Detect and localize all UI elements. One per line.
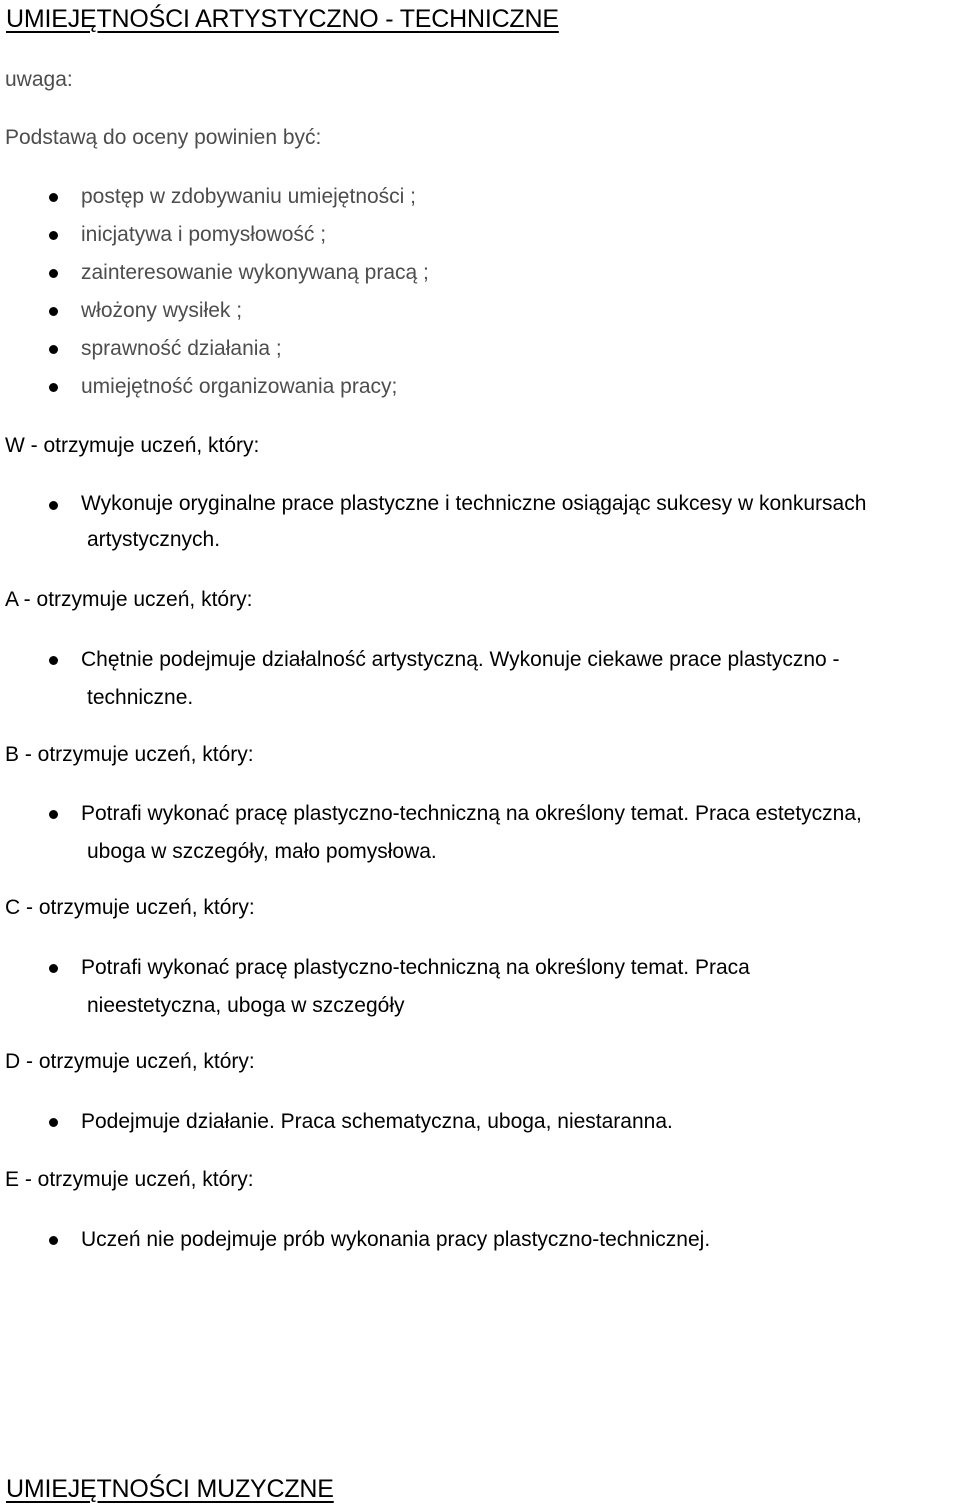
bullet-icon: [49, 656, 58, 665]
bullet-icon: [49, 1118, 58, 1127]
list-item: [0, 330, 960, 368]
list-item: [0, 949, 960, 1025]
bullet-icon: [49, 193, 58, 202]
bullet-icon: [49, 307, 58, 316]
list-item: [0, 1103, 960, 1141]
bullet-icon: [49, 383, 58, 392]
grade-b-label: B - otrzymuje uczeń, który:: [5, 743, 254, 766]
grade-d-list: [0, 1103, 960, 1141]
list-item: [0, 795, 960, 871]
list-item-text: sprawność działania ;: [81, 337, 282, 360]
list-item-text: Podejmuje działanie. Praca schematyczna, uboga, niestaranna.: [81, 1110, 673, 1133]
grade-b-list: [0, 795, 960, 871]
list-item-text: umiejętność organizowania pracy;: [81, 375, 398, 398]
bullet-icon: [49, 345, 58, 354]
grade-w-list: [0, 486, 960, 558]
grade-e-label: E - otrzymuje uczeń, który:: [5, 1168, 254, 1191]
grade-e-list: [0, 1221, 960, 1259]
basis-label: Podstawą do oceny powinien być:: [5, 126, 322, 149]
list-item-text: Potrafi wykonać pracę plastyczno-techniczną na określony temat. Praca estetyczna,: [81, 802, 862, 825]
grade-a-list: [0, 641, 960, 717]
bullet-icon: [49, 269, 58, 278]
bullet-icon: [49, 231, 58, 240]
note-label: uwaga:: [5, 68, 73, 91]
bullet-icon: [49, 501, 58, 510]
bullet-icon: [49, 1236, 58, 1245]
list-item: [0, 292, 960, 330]
list-item: [0, 641, 960, 717]
grade-a-label: A - otrzymuje uczeń, który:: [5, 588, 253, 611]
list-item-text: Potrafi wykonać pracę plastyczno-techniczną na określony temat. Praca: [81, 956, 750, 979]
list-item-text: Chętnie podejmuje działalność artystyczną. Wykonuje ciekawe prace plastyczno -: [81, 648, 840, 671]
list-item: [0, 368, 960, 406]
grade-c-label: C - otrzymuje uczeń, który:: [5, 896, 255, 919]
list-item-text-continued: artystycznych.: [87, 528, 221, 551]
bullet-icon: [49, 810, 58, 819]
list-item: [0, 178, 960, 216]
grade-c-list: [0, 949, 960, 1025]
list-item: [0, 254, 960, 292]
list-item-text-continued: techniczne.: [87, 686, 194, 709]
basis-list: [0, 178, 960, 406]
section-title: UMIEJĘTNOŚCI ARTYSTYCZNO - TECHNICZNE: [6, 5, 559, 33]
list-item-text: zainteresowanie wykonywaną pracą ;: [81, 261, 429, 284]
list-item-text: inicjatywa i pomysłowość ;: [81, 223, 327, 246]
list-item-text-continued: uboga w szczegóły, mało pomysłowa.: [87, 840, 437, 863]
list-item: [0, 216, 960, 254]
list-item-text: postęp w zdobywaniu umiejętności ;: [81, 185, 417, 208]
list-item: [0, 1221, 960, 1259]
grade-w-label: W - otrzymuje uczeń, który:: [5, 434, 260, 457]
next-section-title: UMIEJĘTNOŚCI MUZYCZNE: [6, 1475, 334, 1503]
list-item-text-continued: nieestetyczna, uboga w szczegóły: [87, 994, 405, 1017]
list-item-text: Uczeń nie podejmuje prób wykonania pracy plastyczno-technicznej.: [81, 1228, 711, 1251]
grade-d-label: D - otrzymuje uczeń, który:: [5, 1050, 255, 1073]
list-item: [0, 486, 960, 558]
bullet-icon: [49, 964, 58, 973]
list-item-text: włożony wysiłek ;: [81, 299, 243, 322]
list-item-text: Wykonuje oryginalne prace plastyczne i techniczne osiągając sukcesy w konkursach: [81, 492, 867, 515]
